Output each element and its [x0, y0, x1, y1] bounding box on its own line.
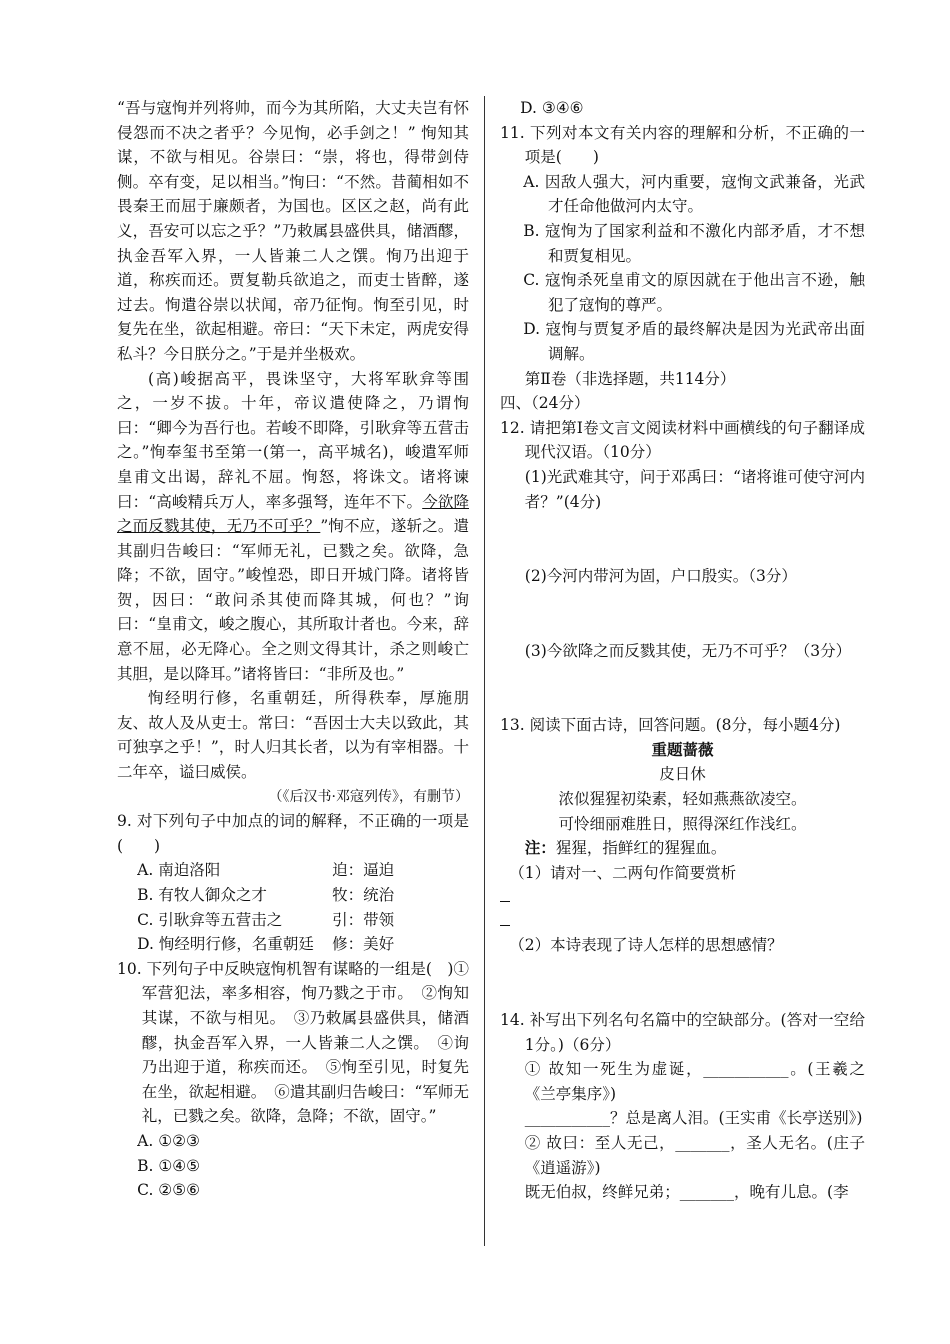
- answer-space: [500, 663, 865, 713]
- option-text: C. 引耿弇等五营击之: [137, 910, 283, 929]
- question-9-option: [117, 858, 469, 883]
- option-text: D. 恂经明行修，名重朝廷: [137, 935, 314, 954]
- question-10-stem: 10. 下列句子中反映寇恂机智有谋略的一组是( )①军营犯法，率多相容，恂乃戮之于市。 ②恂知其谋，不欲与相见。 ③乃敕属县盛供具，储酒醪，执金吾军入界，一人皆兼二人之馔。 ④询乃出迎于道，称疾而还。 ⑤恂至引见，时复先在坐，欲起相避。 ⑥遣其副归告峻曰：“军师无礼，已戮之矣。欲降，急降；不欲，固守。”: [117, 959, 469, 1126]
- answer-space: [500, 514, 865, 564]
- question-11-stem: 11. 下列对本文有关内容的理解和分析，不正确的一项是( ): [500, 123, 865, 167]
- answer-space: [500, 589, 865, 639]
- answer-line-mark: [500, 911, 510, 926]
- question-14-item-1: ① 故知一死生为虚诞，___________。(王羲之《兰亭集序》): [524, 1060, 865, 1103]
- part-2-heading: 第Ⅱ卷（非选择题，共114分）: [524, 369, 736, 388]
- right-column: [500, 96, 865, 1205]
- question-10-option-a: A. ①②③: [137, 1131, 200, 1150]
- question-13-sub-2: （2）本诗表现了诗人怎样的思想感情？: [509, 936, 783, 955]
- option-gloss: 修：美好: [332, 935, 395, 954]
- question-12-sub-1: (1)光武难其守，问于邓禹曰：“诸将谁可使守河内者？”(4分): [524, 467, 865, 511]
- question-9-stem: 9. 对下列句子中加点的词的解释，不正确的一项是( ): [117, 812, 469, 855]
- passage-paragraph-3: 恂经明行修，名重朝廷，所得秩奉，厚施朋友、故人及从吏士。常曰：“吾因士大夫以致此，其可独享之乎！”，时人归其长者，以为有宰相器。十二年卒，谥曰威侯。: [117, 689, 469, 782]
- answer-line-mark: [500, 887, 510, 902]
- question-13-sub-1: （1）请对一、二两句作简要赏析: [509, 863, 737, 882]
- question-13-stem: 13. 阅读下面古诗，回答问题。(8分，每小题4分): [500, 716, 841, 735]
- section-4-heading: 四、（24分）: [500, 394, 590, 413]
- question-12-sub-2: (2)今河内带河为固，户口殷实。（3分）: [524, 567, 797, 586]
- underlined-sentence: 今欲降之而反戮其使，无乃不可乎？: [117, 492, 469, 536]
- question-14-item-4: 既无伯叔，终鲜兄弟；_______，晚有儿息。(李: [524, 1183, 849, 1202]
- passage-paragraph-1: “吾与寇恂并列将帅，而今为其所陷，大丈夫岂有怀侵怨而不决之者乎？今见恂，必手剑之！” 恂知其谋，不欲与相见。谷崇曰：“崇，将也，得带剑侍侧。卒有变，足以相当。”恂曰：“不然。昔蔺相如不畏秦王而屈于廉颇者，为国也。区区之赵，尚有此义，吾安可以忘之乎？”乃敕属县盛供具，储酒醪，执金吾军入界，一人皆兼二人之馔。恂乃出迎于道，称疾而还。贾复勒兵欲追之，而吏士皆醉，遂过去。恂遣谷崇以状闻，帝乃征恂。恂至引见，时复先在坐，欲起相避。帝曰：“天下未定，两虎安得私斗？今日朕分之。”于是并坐极欢。: [117, 99, 469, 363]
- poem-line-2: 可怜细丽难胜日，照得深红作浅红。: [558, 814, 807, 833]
- note-label: 注：: [524, 838, 556, 858]
- answer-space: [500, 958, 865, 1008]
- question-12-stem: 12. 请把第Ⅰ卷文言文阅读材料中画横线的句子翻译成现代汉语。（10分）: [500, 418, 865, 462]
- poem-line-1: 浓似猩猩初染素，轻如燕燕欲凌空。: [558, 790, 807, 809]
- question-9-option: [117, 932, 469, 957]
- option-gloss: 引：带领: [332, 910, 395, 929]
- column-divider: [484, 96, 485, 1246]
- question-14-stem: 14. 补写出下列名句名篇中的空缺部分。(答对一空给1分。)（6分）: [500, 1011, 865, 1054]
- question-10-option-b: B. ①④⑤: [137, 1156, 201, 1175]
- passage-source: （《后汉书·邓寇列传》，有删节）: [268, 788, 469, 805]
- question-12-sub-3: (3)今欲降之而反戮其使，无乃不可乎？（3分）: [524, 641, 852, 660]
- question-10-option-c: C. ②⑤⑥: [137, 1181, 200, 1200]
- note-text: 猩猩，指鲜红的猩猩血。: [555, 839, 727, 858]
- question-9-option: [117, 883, 469, 908]
- poem-title: 重题蔷薇: [651, 739, 714, 759]
- question-11-option-a: A. 因敌人强大，河内重要，寇恂文武兼备，光武才任命他做河内太守。: [523, 172, 865, 216]
- question-11-option-b: B. 寇恂为了国家利益和不激化内部矛盾，才不想和贾复相见。: [523, 221, 865, 265]
- poem-author: 皮日休: [659, 765, 706, 784]
- question-14-item-2: ___________？总是离人泪。(王实甫《长亭送别》): [524, 1109, 863, 1128]
- option-gloss: 迫：逼迫: [332, 861, 395, 880]
- passage-text: ”恂不应，遂斩之。遣其副归告峻曰：“军师无礼，已戮之矣。欲降，急降；不欲，固守。”峻惶恐，即日开城门降。诸将皆贺，因曰：“敢问杀其使而降其城，何也？”询曰：“皇甫文，峻之腹心，其所取计者也。今来，辞意不屈，必无降心。全之则文得其计，杀之则峻亡其胆，是以降耳。”诸将皆曰：“非所及也。”: [117, 517, 469, 683]
- question-11-option-c: C. 寇恂杀死皇甫文的原因就在于他出言不逊，触犯了寇恂的尊严。: [523, 271, 865, 314]
- option-text: B. 有牧人御众之才: [137, 886, 267, 904]
- option-gloss: 牧：统治: [332, 886, 395, 904]
- question-9-option: [117, 908, 469, 933]
- option-text: A. 南迫洛阳: [137, 861, 221, 880]
- question-11-option-d: D. 寇恂与贾复矛盾的最终解决是因为光武帝出面调解。: [523, 320, 865, 363]
- poem-note: [500, 836, 865, 861]
- passage-text: (高)峻据高平，畏诛坚守，大将军耿弇等围之，一岁不拔。十年，帝议遣使降之，乃谓恂曰：“卿今为吾行也。若峻不即降，引耿弇等五营击之。”恂奉玺书至第一(第一，高平城名)，峻遣军师皇甫文出谒，辞礼不屈。恂怒，将诛文。诸将谏曰：“高峻精兵万人，率多强弩，连年不下。: [117, 369, 469, 511]
- passage-paragraph-2: [117, 367, 469, 687]
- answer-line: [500, 909, 865, 933]
- answer-line: [500, 885, 865, 909]
- left-column: [117, 96, 469, 1203]
- question-14-item-3: ② 故曰：至人无己，_______，圣人无名。(庄子《逍遥游》): [524, 1134, 865, 1177]
- question-10-option-d: D. ③④⑥: [520, 99, 584, 117]
